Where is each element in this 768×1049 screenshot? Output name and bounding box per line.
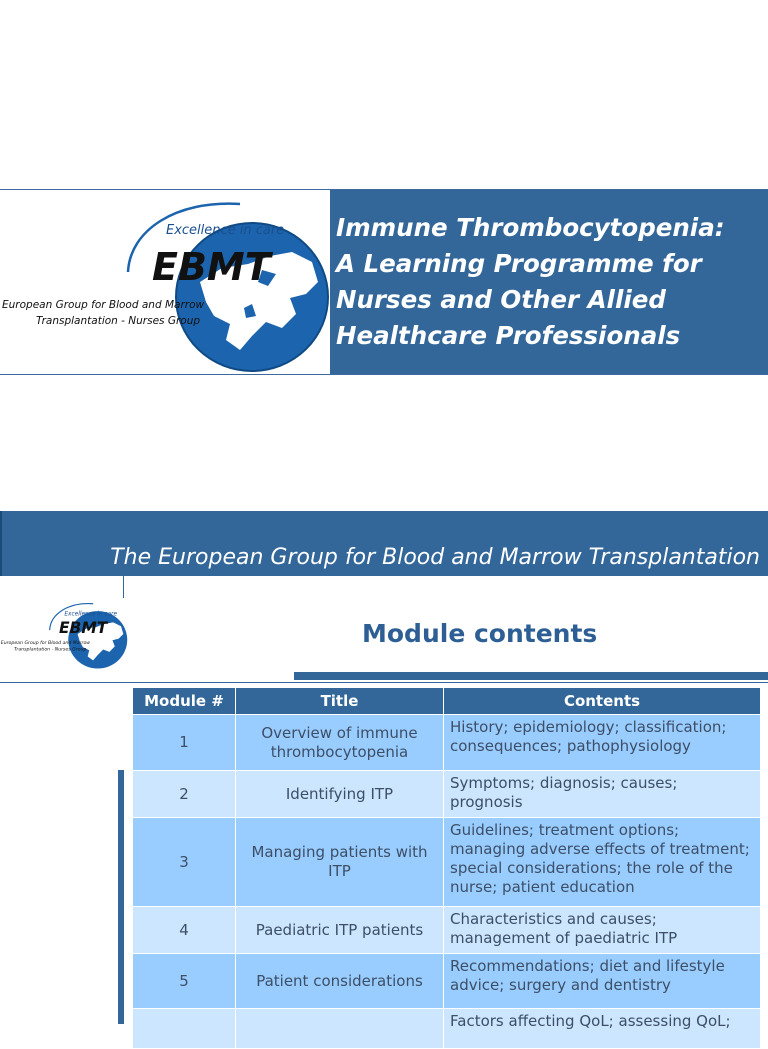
module-contents: Guidelines; treatment options; managing adverse effects of treatment; special considerations; the role of the nurse; patient education bbox=[444, 818, 761, 907]
module-number: 5 bbox=[133, 954, 236, 1009]
col-header-title: Title bbox=[236, 688, 444, 715]
module-contents: Recommendations; diet and lifestyle advice; surgery and dentistry bbox=[444, 954, 761, 1009]
small-logo-brand: EBMT bbox=[58, 619, 108, 638]
module-title: Patient considerations bbox=[236, 954, 444, 1009]
page-title: Module contents bbox=[362, 619, 598, 648]
table-row bbox=[133, 771, 761, 818]
module-contents: Characteristics and causes; management of paediatric ITP bbox=[444, 907, 761, 954]
title-panel bbox=[330, 190, 768, 374]
title-line-1: Immune Thrombocytopenia: bbox=[336, 213, 725, 242]
small-logo-tagline: Excellence in care bbox=[64, 611, 118, 618]
title-line-3: Nurses and Other Allied bbox=[336, 285, 666, 314]
module-title: Overview of immune thrombocytopenia bbox=[236, 715, 444, 771]
small-logo-org-line2: Transplantation - Nurses Group bbox=[13, 647, 87, 653]
table-row bbox=[133, 1009, 761, 1049]
module-number: 2 bbox=[133, 771, 236, 818]
table-row bbox=[133, 954, 761, 1009]
col-header-contents: Contents bbox=[444, 688, 761, 715]
module-title: Managing patients with ITP bbox=[236, 818, 444, 907]
header-rule bbox=[0, 682, 768, 683]
module-number: 3 bbox=[133, 818, 236, 907]
small-logo-org-line1: European Group for Blood and Marrow bbox=[0, 641, 91, 647]
module-title: Paediatric ITP patients bbox=[236, 907, 444, 954]
module-contents: Symptoms; diagnosis; causes; prognosis bbox=[444, 771, 761, 818]
header-accent-bar bbox=[294, 672, 768, 680]
module-number: 4 bbox=[133, 907, 236, 954]
title-line-4: Healthcare Professionals bbox=[336, 321, 681, 350]
org-banner bbox=[0, 511, 768, 576]
logo-org-line2: Transplantation - Nurses Group bbox=[36, 315, 201, 327]
table-row bbox=[133, 818, 761, 907]
module-number bbox=[133, 1009, 236, 1049]
module-table bbox=[132, 687, 761, 1049]
module-contents: History; epidemiology; classification; consequences; pathophysiology bbox=[444, 715, 761, 771]
module-number: 1 bbox=[133, 715, 236, 771]
banner-text: The European Group for Blood and Marrow Transplantation bbox=[110, 545, 760, 570]
title-slide bbox=[0, 189, 768, 375]
title-line-2: A Learning Programme for bbox=[336, 249, 702, 278]
module-contents-header bbox=[0, 576, 768, 683]
table-row bbox=[133, 907, 761, 954]
logo-brand: EBMT bbox=[152, 245, 271, 289]
side-accent-rule bbox=[118, 770, 124, 1024]
col-header-module: Module # bbox=[133, 688, 236, 715]
module-contents: Factors affecting QoL; assessing QoL; bbox=[444, 1009, 761, 1049]
logo-org-line1: European Group for Blood and Marrow bbox=[2, 299, 205, 311]
table-row bbox=[133, 715, 761, 771]
module-title bbox=[236, 1009, 444, 1049]
table-header-row bbox=[133, 688, 761, 715]
module-title: Identifying ITP bbox=[236, 771, 444, 818]
logo-tagline: Excellence in care bbox=[166, 223, 285, 238]
ebmt-logo bbox=[0, 190, 330, 374]
ebmt-logo-small bbox=[0, 594, 128, 674]
